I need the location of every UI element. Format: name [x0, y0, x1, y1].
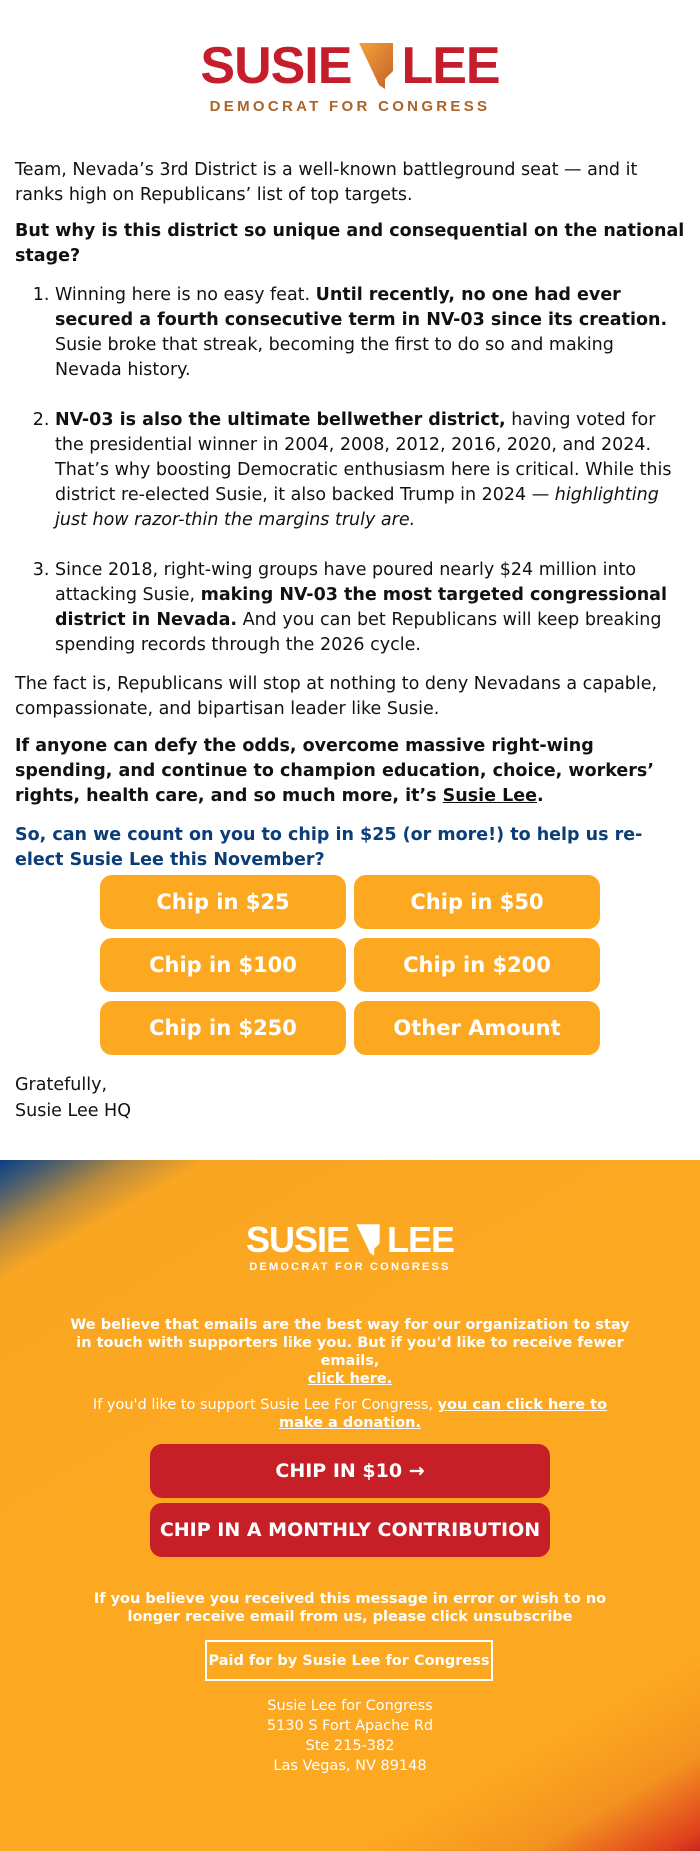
logo-tagline: DEMOCRAT FOR CONGRESS — [209, 98, 491, 115]
mailing-address: Susie Lee for Congress 5130 S Fort Apache Rd Ste 215-382 Las Vegas, NV 89148 — [266, 1698, 434, 1774]
reasons-list — [15, 283, 685, 658]
question-paragraph: But why is this district so unique and consequential on the national stage? — [15, 221, 685, 266]
signoff — [15, 1072, 131, 1124]
footer — [0, 1160, 700, 1851]
list-item: 1. Winning here is no easy feat. Until recently, no one had ever secured a fourth consecutive term in NV-03 since its creation. Susie broke that streak, becoming the first to do so and making Nevada history. — [55, 283, 685, 383]
chip-10-button[interactable]: CHIP IN $10 → — [150, 1444, 550, 1498]
nevada-state-icon — [355, 1222, 381, 1258]
footer-logo-tagline: DEMOCRAT FOR CONGRESS — [249, 1261, 451, 1273]
fewer-emails-link[interactable]: click here. — [307, 1371, 393, 1387]
other-amount-button[interactable]: Other Amount — [354, 1001, 600, 1055]
header-logo — [0, 37, 700, 115]
chip-50-button[interactable]: Chip in $50 — [354, 875, 600, 929]
susie-lee-link[interactable]: Susie Lee — [442, 786, 537, 806]
fact-paragraph: The fact is, Republicans will stop at nothing to deny Nevadans a capable, compassionate, and bipartisan leader like Susie. — [15, 674, 658, 719]
donation-link[interactable]: you can click here to make a donation. — [278, 1397, 608, 1431]
intro-paragraph: Team, Nevada’s 3rd District is a well-known battleground seat — and it ranks high on Republicans’ list of top targets. — [15, 160, 638, 205]
chip-25-button[interactable]: Chip in $25 — [100, 875, 346, 929]
odds-paragraph: If anyone can defy the odds, overcome massive right-wing spending, and continue to champion education, choice, workers’ rights, health care, and so much more, it’s Susie Lee. — [15, 736, 654, 806]
donation-ask: So, can we count on you to chip in $25 (or more!) to help us re-elect Susie Lee this November? — [15, 825, 643, 870]
fewer-emails-text: We believe that emails are the best way for our organization to stay in touch with supporters like you. But if you'd like to receive fewer emails, click here. — [70, 1317, 630, 1387]
unsubscribe-text[interactable]: If you believe you received this message in error or wish to no longer receive email from us, please click unsubscribe — [93, 1591, 607, 1625]
chip-250-button[interactable]: Chip in $250 — [100, 1001, 346, 1055]
donation-button-grid — [100, 875, 600, 1055]
list-item: 3. Since 2018, right-wing groups have poured nearly $24 million into attacking Susie, making NV-03 the most targeted congressional district in Nevada. And you can bet Republicans will keep breaking spending records through the 2026 cycle. — [55, 558, 685, 658]
footer-logo — [0, 1219, 700, 1273]
chip-200-button[interactable]: Chip in $200 — [354, 938, 600, 992]
signoff-greeting: Gratefully, — [15, 1075, 108, 1095]
list-item: 2. NV-03 is also the ultimate bellwether district, having voted for the presidential winner in 2004, 2008, 2012, 2016, 2020, and 2024. That’s why boosting Democratic enthusiasm here is critical. While this district re-elected Susie, it also backed Trump in 2024 — highlighting just how razor-thin the margins truly are. — [55, 408, 685, 533]
support-text: If you'd like to support Susie Lee For Congress, you can click here to make a donation. — [92, 1397, 608, 1431]
paid-for-disclaimer: Paid for by Susie Lee for Congress — [205, 1640, 493, 1681]
nevada-state-icon — [357, 41, 395, 91]
logo-word-lee: LEE — [401, 37, 500, 95]
footer-logo-word-susie: SUSIE — [245, 1219, 350, 1260]
footer-logo-word-lee: LEE — [387, 1219, 455, 1260]
signoff-sender: Susie Lee HQ — [15, 1101, 131, 1121]
chip-100-button[interactable]: Chip in $100 — [100, 938, 346, 992]
logo-word-susie: SUSIE — [200, 37, 352, 95]
message-content — [15, 158, 685, 887]
monthly-contribution-button[interactable]: CHIP IN A MONTHLY CONTRIBUTION — [150, 1503, 550, 1557]
